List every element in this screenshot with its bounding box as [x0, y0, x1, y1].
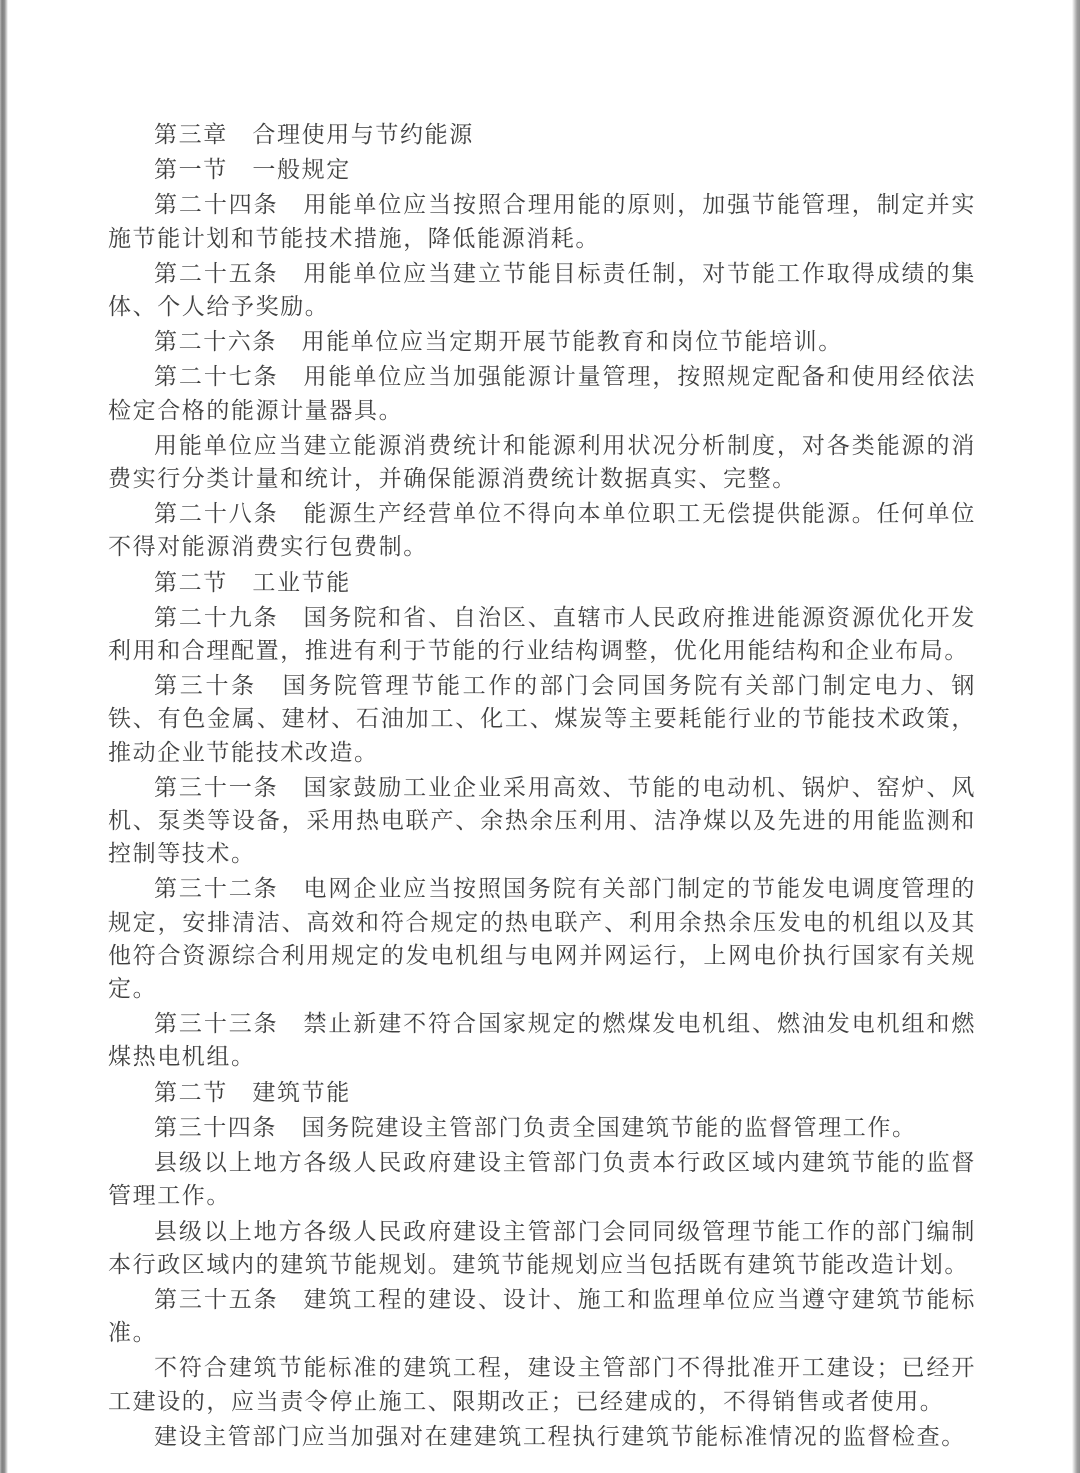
paragraph: 第三十一条 国家鼓励工业企业采用高效、节能的电动机、锅炉、窑炉、风机、泵类等设备，采用热电联产、余热余压利用、洁净煤以及先进的用能监测和控制等技术。 — [108, 774, 976, 867]
paragraph: 第二十五条 用能单位应当建立节能目标责任制，对节能工作取得成绩的集体、个人给予奖励。 — [108, 260, 976, 320]
right-page-edge — [1072, 0, 1080, 1473]
section-heading: 第二节 建筑节能 — [154, 1079, 351, 1105]
paragraph: 第三十三条 禁止新建不符合国家规定的燃煤发电机组、燃油发电机组和燃煤热电机组。 — [108, 1011, 976, 1070]
paragraph: 第二十七条 用能单位应当加强能源计量管理，按照规定配备和使用经依法检定合格的能源计量器具。 — [108, 364, 976, 423]
paragraph: 第三十五条 建筑工程的建设、设计、施工和监理单位应当遵守建筑节能标准。 — [108, 1286, 976, 1346]
left-page-edge — [0, 0, 8, 1473]
paragraph: 县级以上地方各级人民政府建设主管部门负责本行政区域内建筑节能的监督管理工作。 — [108, 1150, 976, 1209]
document-body — [108, 118, 976, 1455]
paragraph: 第二十九条 国务院和省、自治区、直辖市人民政府推进能源资源优化开发利用和合理配置，推进有利于节能的行业结构调整，优化用能结构和企业布局。 — [108, 604, 976, 664]
paragraph: 不符合建筑节能标准的建筑工程，建设主管部门不得批准开工建设；已经开工建设的，应当责令停止施工、限期改正；已经建成的，不得销售或者使用。 — [108, 1355, 976, 1414]
section-heading: 第一节 一般规定 — [154, 157, 351, 183]
section-heading: 第二节 工业节能 — [154, 569, 351, 595]
paragraph: 用能单位应当建立能源消费统计和能源利用状况分析制度，对各类能源的消费实行分类计量和统计，并确保能源消费统计数据真实、完整。 — [108, 432, 976, 492]
paragraph: 第三十二条 电网企业应当按照国务院有关部门制定的节能发电调度管理的规定，安排清洁、高效和符合规定的热电联产、利用余热余压发电的机组以及其他符合资源综合利用规定的发电机组与电网并网运行，上网电价执行国家有关规定。 — [108, 876, 976, 1002]
paragraph: 县级以上地方各级人民政府建设主管部门会同同级管理节能工作的部门编制本行政区域内的建筑节能规划。建筑节能规划应当包括既有建筑节能改造计划。 — [108, 1218, 976, 1277]
paragraph: 第三十条 国务院管理节能工作的部门会同国务院有关部门制定电力、钢铁、有色金属、建材、石油加工、化工、煤炭等主要耗能行业的节能技术政策，推动企业节能技术改造。 — [108, 673, 976, 765]
paragraph: 建设主管部门应当加强对在建建筑工程执行建筑节能标准情况的监督检查。 — [154, 1423, 966, 1449]
chapter-heading: 第三章 合理使用与节约能源 — [154, 122, 474, 147]
paragraph: 第二十八条 能源生产经营单位不得向本单位职工无偿提供能源。任何单位不得对能源消费实行包费制。 — [108, 501, 976, 560]
paragraph: 第二十六条 用能单位应当定期开展节能教育和岗位节能培训。 — [154, 329, 843, 355]
paragraph: 第二十四条 用能单位应当按照合理用能的原则，加强节能管理，制定并实施节能计划和节能技术措施，降低能源消耗。 — [108, 192, 976, 251]
paragraph: 第三十四条 国务院建设主管部门负责全国建筑节能的监督管理工作。 — [154, 1114, 917, 1140]
